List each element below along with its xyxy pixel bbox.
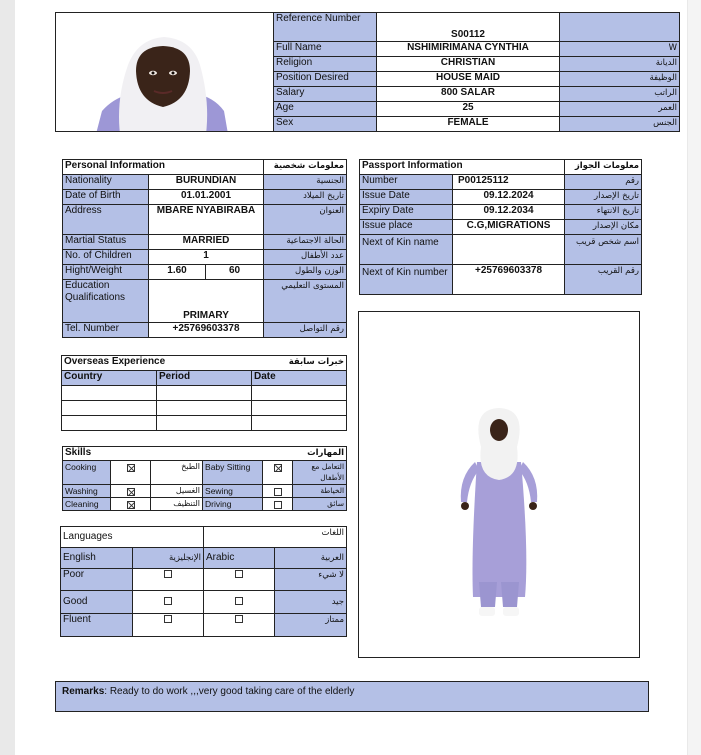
overseas-row xyxy=(62,386,347,401)
kin-name-value xyxy=(453,235,565,265)
weight-value: 60 xyxy=(206,265,264,280)
skill-cooking-ar: الطبخ xyxy=(151,461,203,485)
sex-ar: الجنس xyxy=(560,117,680,132)
languages-title-ar: اللغات xyxy=(204,527,347,548)
address-ar: العنوان xyxy=(264,205,347,235)
position-value: HOUSE MAID xyxy=(377,72,560,87)
skill-babysitting-checkbox[interactable] xyxy=(263,461,293,485)
passport-info-table xyxy=(359,159,642,295)
children-value: 1 xyxy=(149,250,264,265)
expiry-date-value: 09.12.2034 xyxy=(453,205,565,220)
skill-cooking-checkbox[interactable] xyxy=(111,461,151,485)
age-value: 25 xyxy=(377,102,560,117)
education-ar: المستوى التعليمي xyxy=(264,280,347,323)
checkbox-empty-icon xyxy=(235,615,243,623)
tel-value: +25769603378 xyxy=(149,323,264,338)
skill-washing-ar: الغسيل xyxy=(151,485,203,498)
personal-info-table xyxy=(62,159,347,338)
religion-value: CHRISTIAN xyxy=(377,57,560,72)
scrollbar[interactable] xyxy=(688,0,701,755)
reference-value: S00112 xyxy=(377,13,560,42)
full-body-photo-frame xyxy=(358,311,640,658)
height-weight-ar: الوزن والطول xyxy=(264,265,347,280)
header-table xyxy=(55,12,680,132)
arabic-poor-checkbox[interactable] xyxy=(204,569,275,591)
checkbox-checked-icon xyxy=(274,464,282,472)
address-value: MBARE NYABIRABA xyxy=(149,205,264,235)
fullname-label: Full Name xyxy=(274,42,377,57)
checkbox-empty-icon xyxy=(235,597,243,605)
nationality-value: BURUNDIAN xyxy=(149,175,264,190)
checkbox-empty-icon xyxy=(164,615,172,623)
overseas-row xyxy=(62,416,347,431)
overseas-title-ar: خبرات سابقة xyxy=(252,356,347,371)
passport-number-label: Number xyxy=(360,175,453,190)
address-label: Address xyxy=(63,205,149,235)
level-fluent-ar: ممتاز xyxy=(275,614,347,637)
portrait-photo xyxy=(56,13,273,132)
remarks-box xyxy=(55,681,649,712)
issue-date-value: 09.12.2024 xyxy=(453,190,565,205)
skill-washing-label: Washing xyxy=(63,485,111,498)
kin-name-label: Next of Kin name xyxy=(360,235,453,265)
skill-driving-label: Driving xyxy=(203,498,263,511)
tel-label: Tel. Number xyxy=(63,323,149,338)
skill-cleaning-checkbox[interactable] xyxy=(111,498,151,511)
languages-title: Languages xyxy=(61,527,204,548)
issue-place-value: C.G,MIGRATIONS xyxy=(453,220,565,235)
marital-ar: الحالة الاجتماعية xyxy=(264,235,347,250)
sex-label: Sex xyxy=(274,117,377,132)
expiry-date-ar: تاريخ الانتهاء xyxy=(565,205,642,220)
english-poor-checkbox[interactable] xyxy=(133,569,204,591)
overseas-col-period: Period xyxy=(157,371,252,386)
skills-title-ar: المهارات xyxy=(203,447,347,461)
salary-ar: الراتب xyxy=(560,87,680,102)
height-weight-label: Hight/Weight xyxy=(63,265,149,280)
level-poor-label: Poor xyxy=(61,569,133,591)
overseas-table xyxy=(61,355,347,431)
issue-place-ar: مكان الإصدار xyxy=(565,220,642,235)
salary-value: 800 SALAR xyxy=(377,87,560,102)
tel-ar: رقم التواصل xyxy=(264,323,347,338)
skill-washing-checkbox[interactable] xyxy=(111,485,151,498)
level-poor-ar: لا شيء xyxy=(275,569,347,591)
level-fluent-label: Fluent xyxy=(61,614,133,637)
checkbox-empty-icon xyxy=(164,597,172,605)
checkbox-empty-icon xyxy=(274,488,282,496)
expiry-date-label: Expiry Date xyxy=(360,205,453,220)
arabic-fluent-checkbox[interactable] xyxy=(204,614,275,637)
marital-label: Martial Status xyxy=(63,235,149,250)
skills-table xyxy=(62,446,347,511)
personal-title: Personal Information xyxy=(63,160,264,175)
kin-number-value: +25769603378 xyxy=(453,265,565,295)
religion-label: Religion xyxy=(274,57,377,72)
dob-label: Date of Birth xyxy=(63,190,149,205)
height-value: 1.60 xyxy=(149,265,206,280)
arabic-good-checkbox[interactable] xyxy=(204,591,275,614)
skill-driving-ar: سائق xyxy=(293,498,347,511)
skill-sewing-ar: الخياطة xyxy=(293,485,347,498)
lang-arabic-label: Arabic xyxy=(204,548,275,569)
remarks-label: Remarks xyxy=(62,686,105,697)
skill-cooking-label: Cooking xyxy=(63,461,111,485)
level-good-ar: جيد xyxy=(275,591,347,614)
reference-ar xyxy=(560,13,680,42)
passport-title-ar: معلومات الجواز xyxy=(565,160,642,175)
checkbox-checked-icon xyxy=(127,464,135,472)
reference-label: Reference Number xyxy=(274,13,377,42)
level-good-label: Good xyxy=(61,591,133,614)
english-good-checkbox[interactable] xyxy=(133,591,204,614)
skill-babysitting-label: Baby Sitting xyxy=(203,461,263,485)
kin-number-ar: رقم القريب xyxy=(565,265,642,295)
fullname-value: NSHIMIRIMANA CYNTHIA xyxy=(377,42,560,57)
checkbox-empty-icon xyxy=(164,570,172,578)
position-ar: الوظيفة xyxy=(560,72,680,87)
position-label: Position Desired xyxy=(274,72,377,87)
education-label: Education Qualifications xyxy=(63,280,149,323)
marital-value: MARRIED xyxy=(149,235,264,250)
skill-driving-checkbox[interactable] xyxy=(263,498,293,511)
lang-english-label: English xyxy=(61,548,133,569)
overseas-row xyxy=(62,401,347,416)
passport-number-value: P00125112 xyxy=(453,175,565,190)
lang-arabic-ar: العربية xyxy=(275,548,347,569)
lang-english-ar: الإنجليزية xyxy=(133,548,204,569)
education-value: PRIMARY xyxy=(149,280,264,323)
issue-date-label: Issue Date xyxy=(360,190,453,205)
checkbox-checked-icon xyxy=(127,488,135,496)
full-body-photo xyxy=(359,312,639,657)
skill-babysitting-ar: التعامل مع الأطفال xyxy=(293,461,347,485)
overseas-col-country: Country xyxy=(62,371,157,386)
skill-cleaning-label: Cleaning xyxy=(63,498,111,511)
children-ar: عدد الأطفال xyxy=(264,250,347,265)
skill-sewing-label: Sewing xyxy=(203,485,263,498)
children-label: No. of Children xyxy=(63,250,149,265)
issue-place-label: Issue place xyxy=(360,220,453,235)
issue-date-ar: تاريخ الإصدار xyxy=(565,190,642,205)
skill-sewing-checkbox[interactable] xyxy=(263,485,293,498)
remarks-text: : Ready to do work ,,,very good taking care of the elderly xyxy=(104,686,355,697)
sex-value: FEMALE xyxy=(377,117,560,132)
languages-table xyxy=(60,526,347,637)
checkbox-checked-icon xyxy=(127,501,135,509)
passport-title: Passport Information xyxy=(360,160,565,175)
skill-cleaning-ar: التنظيف xyxy=(151,498,203,511)
dob-value: 01.01.2001 xyxy=(149,190,264,205)
nationality-ar: الجنسية xyxy=(264,175,347,190)
age-ar: العمر xyxy=(560,102,680,117)
nationality-label: Nationality xyxy=(63,175,149,190)
religion-ar: الديانة xyxy=(560,57,680,72)
portrait-cell xyxy=(56,13,274,132)
personal-title-ar: معلومات شخصية xyxy=(264,160,347,175)
kin-number-label: Next of Kin number xyxy=(360,265,453,295)
overseas-title: Overseas Experience xyxy=(62,356,252,371)
english-fluent-checkbox[interactable] xyxy=(133,614,204,637)
dob-ar: تاريخ الميلاد xyxy=(264,190,347,205)
salary-label: Salary xyxy=(274,87,377,102)
fullname-ar: W xyxy=(560,42,680,57)
age-label: Age xyxy=(274,102,377,117)
checkbox-empty-icon xyxy=(235,570,243,578)
kin-name-ar: اسم شخص قريب xyxy=(565,235,642,265)
skills-title: Skills xyxy=(63,447,203,461)
checkbox-empty-icon xyxy=(274,501,282,509)
overseas-col-date: Date xyxy=(252,371,347,386)
passport-number-ar: رقم xyxy=(565,175,642,190)
